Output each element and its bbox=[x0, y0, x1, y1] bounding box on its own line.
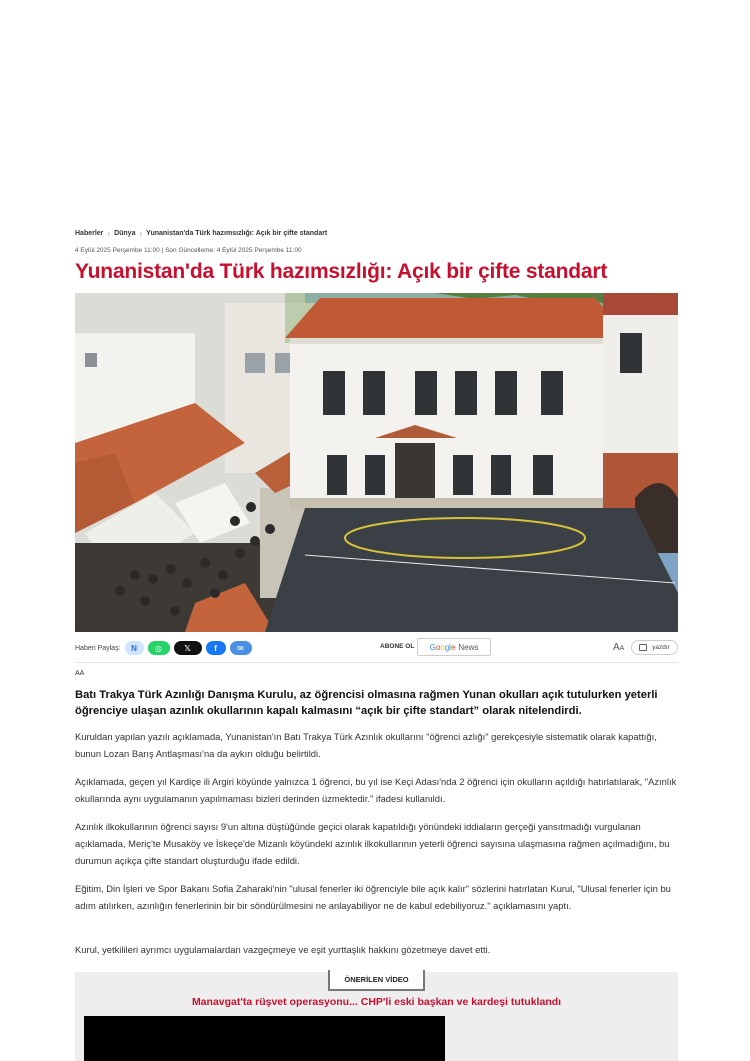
recommended-title[interactable]: Manavgat'ta rüşvet operasyonu... CHP'li eski başkan ve kardeşi tutuklandı bbox=[191, 996, 562, 1008]
share-bar bbox=[75, 638, 678, 658]
video-player[interactable] bbox=[84, 1016, 445, 1061]
google-news-button[interactable]: G o o g l e News bbox=[417, 638, 491, 656]
print-label: yazdır bbox=[652, 644, 670, 651]
news-source: AA bbox=[75, 670, 85, 677]
printer-icon bbox=[639, 644, 647, 651]
whatsapp-icon[interactable]: ◎ bbox=[148, 641, 170, 655]
share-label: Haberi Paylaş: bbox=[75, 644, 121, 652]
paragraph-5: Kurul, yetkilileri ayrımcı uygulamalardan vazgeçmeye ve eşit yurttaşlık hakkını gözetmeye davet etti. bbox=[75, 944, 491, 955]
article-dates: 4 Eylül 2025 Perşembe 11:00 | Son Güncelleme: 4 Eylül 2025 Perşembe 11:00 bbox=[75, 247, 302, 254]
chevron-right-icon: › bbox=[139, 229, 143, 238]
subscribe-label: ABONE OL bbox=[380, 643, 415, 650]
breadcrumb-home[interactable]: Haberler bbox=[75, 230, 104, 237]
breadcrumb-current: Yunanistan'da Türk hazımsızlığı: Açık bir çifte standart bbox=[146, 230, 328, 237]
breadcrumb bbox=[75, 230, 327, 237]
paragraph-1: Kuruldan yapılan yazılı açıklamada, Yunanistan'ın Batı Trakya Türk Azınlık okullarını "öğrenci azlığı" gerekçesiyle sistematik olarak kapattığı, bunun Lozan Barış Antlaşması'na da aykırı olduğu belirtildi. bbox=[75, 731, 657, 759]
font-size-button[interactable]: AA bbox=[613, 642, 625, 653]
recommended-video bbox=[75, 972, 678, 1061]
google-news-label: News bbox=[458, 642, 479, 652]
mail-icon[interactable]: ✉ bbox=[230, 641, 252, 655]
recommended-tab: ÖNERİLEN VİDEO bbox=[328, 970, 425, 991]
x-icon[interactable]: 𝕏 bbox=[174, 641, 202, 655]
paragraph-3: Azınlık ilkokullarının öğrenci sayısı 9'un altına düştüğünde geçici olarak kapatıldığı yönündeki iddiaların gerçeği yansıtmadığı vurgulanan açıklamada, Meriç'te Musaköy ve İskeçe'de Mizanlı köyündeki azınlık ilkokullarının yeterli öğrenci sayısına ulaşmasına rağmen açılmadığını, bu durumun açıkça çifte standart oluşturduğu ifade edildi. bbox=[75, 821, 670, 866]
chevron-right-icon: › bbox=[107, 229, 111, 238]
news-share-button[interactable]: N bbox=[125, 641, 144, 655]
article-lead: Batı Trakya Türk Azınlığı Danışma Kurulu, az öğrencisi olmasına rağmen Yunan okulları açık tutulurken yeterli öğrenciye ulaşan azınlık okullarının kapalı kalmasını “açık bir çifte standart” olarak nitelendirdi. bbox=[75, 689, 658, 717]
print-button[interactable] bbox=[631, 640, 678, 655]
paragraph-4: Eğitim, Din İşleri ve Spor Bakanı Sofia Zaharaki'nin "ulusal fenerler iki öğrenciyle bile açık kalır" sözlerini hatırlatan Kurul, "Ulusal fenerler için bu adım atılırken, azınlığın fenerlerinin bir bir söndürülmesini ne anlayabiliyor ne de kabul edebiliyoruz." açıklamasını yaptı. bbox=[75, 883, 671, 911]
paragraph-2: Açıklamada, geçen yıl Kardiçe ili Argiri köyünde yalnızca 1 öğrenci, bu yıl ise Keçi Adası'nda 2 öğrenci için okulların açıldığı hatırlatılarak, "Azınlık okullarında aynı uygulamanın yapılmaması bizleri derinden üzmektedir." ifadesi kullanıldı. bbox=[75, 776, 677, 804]
facebook-icon[interactable]: f bbox=[206, 641, 226, 655]
school-photo bbox=[75, 293, 678, 632]
divider bbox=[75, 662, 678, 663]
page-title: Yunanistan'da Türk hazımsızlığı: Açık bir çifte standart bbox=[75, 260, 608, 283]
hero-image bbox=[75, 293, 678, 632]
breadcrumb-category[interactable]: Dünya bbox=[114, 230, 136, 237]
